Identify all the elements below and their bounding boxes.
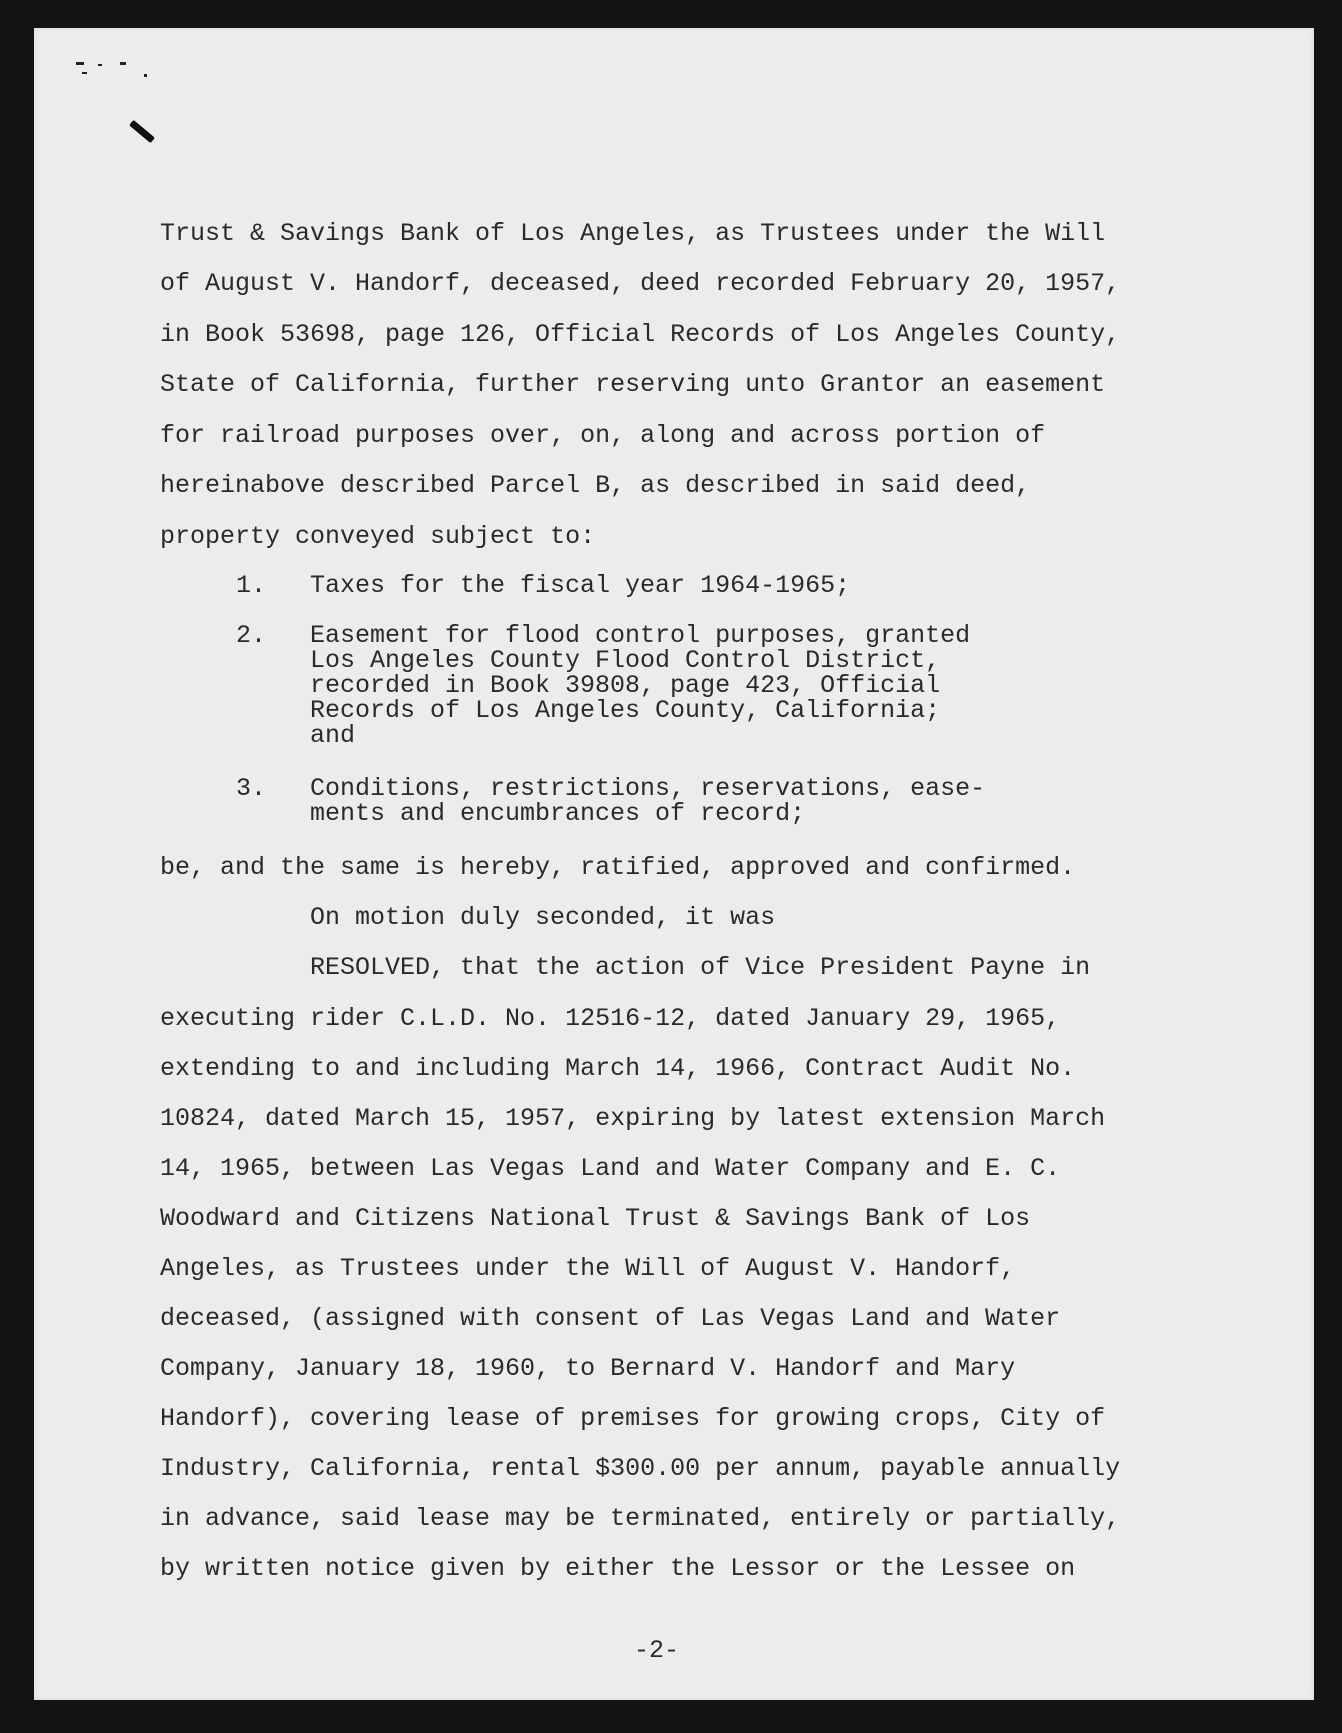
motion-line: On motion duly seconded, it was <box>310 903 776 932</box>
page-number: -2- <box>634 1636 680 1665</box>
item-text: Taxes for the fiscal year 1964-1965; <box>310 571 851 600</box>
body-line: hereinabove described Parcel B, as described in said deed, <box>160 471 1031 500</box>
resolved-line: Angeles, as Trustees under the Will of August V. Handorf, <box>160 1254 1016 1283</box>
item-text: recorded in Book 39808, page 423, Official <box>310 671 941 700</box>
item-text: and <box>310 721 356 750</box>
item-text: Easement for flood control purposes, granted <box>310 621 971 650</box>
resolved-line: in advance, said lease may be terminated, entirely or partially, <box>160 1504 1121 1533</box>
closing-line: be, and the same is hereby, ratified, approved and confirmed. <box>160 853 1076 882</box>
resolved-line: by written notice given by either the Lessor or the Lessee on <box>160 1554 1076 1583</box>
stray-mark <box>120 62 126 65</box>
stray-mark <box>144 74 147 77</box>
item-text: Records of Los Angeles County, California; <box>310 696 941 725</box>
item-text: Los Angeles County Flood Control District, <box>310 646 941 675</box>
resolved-line: Industry, California, rental $300.00 per annum, payable annually <box>160 1454 1121 1483</box>
body-line: for railroad purposes over, on, along and across portion of <box>160 421 1046 450</box>
body-line: property conveyed subject to: <box>160 522 596 551</box>
pen-mark <box>129 120 155 143</box>
item-number: 2. <box>236 621 267 650</box>
resolved-line: 14, 1965, between Las Vegas Land and Water Company and E. C. <box>160 1154 1061 1183</box>
body-line: Trust & Savings Bank of Los Angeles, as Trustees under the Will <box>160 219 1106 248</box>
stray-mark <box>76 62 84 65</box>
resolved-line: extending to and including March 14, 1966, Contract Audit No. <box>160 1054 1076 1083</box>
stray-mark <box>98 64 102 66</box>
resolved-line: RESOLVED, that the action of Vice President Payne in <box>310 953 1091 982</box>
resolved-line: Woodward and Citizens National Trust & Savings Bank of Los <box>160 1204 1031 1233</box>
item-text: Conditions, restrictions, reservations, ease- <box>310 774 986 803</box>
resolved-line: executing rider C.L.D. No. 12516-12, dated January 29, 1965, <box>160 1004 1061 1033</box>
document-page <box>34 28 1314 1700</box>
resolved-line: Handorf), covering lease of premises for growing crops, City of <box>160 1404 1106 1433</box>
item-number: 3. <box>236 774 267 803</box>
stray-mark <box>82 72 87 74</box>
body-line: of August V. Handorf, deceased, deed recorded February 20, 1957, <box>160 269 1121 298</box>
resolved-line: 10824, dated March 15, 1957, expiring by latest extension March <box>160 1104 1106 1133</box>
resolved-line: deceased, (assigned with consent of Las Vegas Land and Water <box>160 1304 1061 1333</box>
item-text: ments and encumbrances of record; <box>310 799 806 828</box>
resolved-line: Company, January 18, 1960, to Bernard V. Handorf and Mary <box>160 1354 1016 1383</box>
item-number: 1. <box>236 571 267 600</box>
body-line: State of California, further reserving unto Grantor an easement <box>160 370 1106 399</box>
body-line: in Book 53698, page 126, Official Records of Los Angeles County, <box>160 320 1121 349</box>
